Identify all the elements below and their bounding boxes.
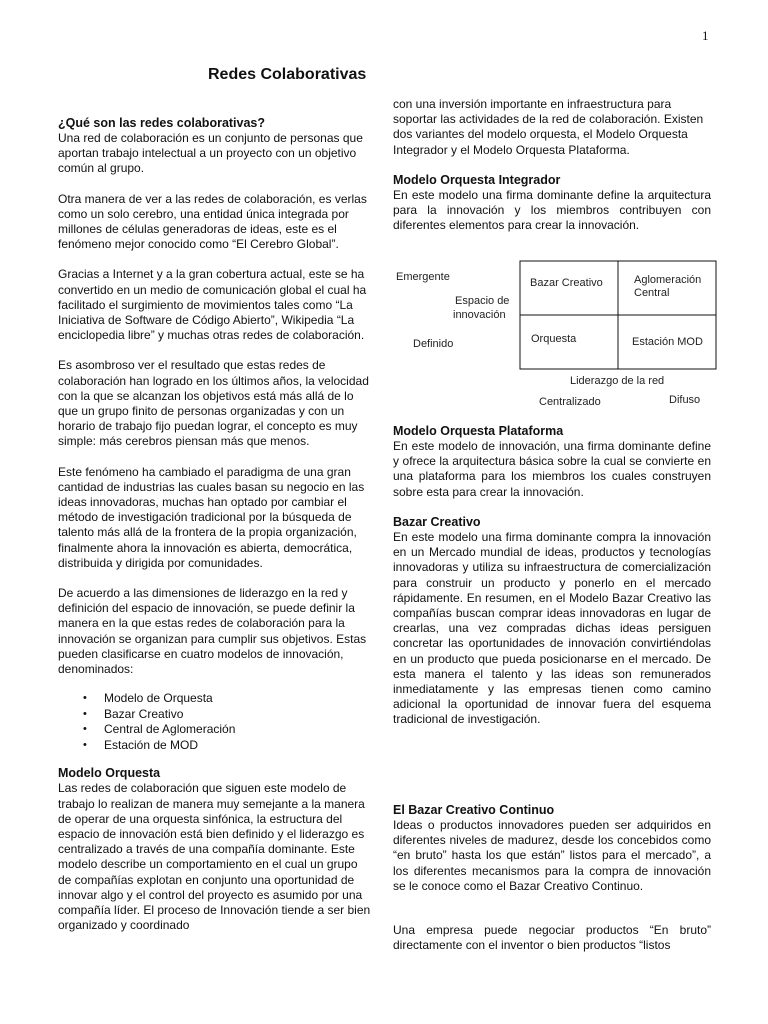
section-heading-orquesta: Modelo Orquesta	[58, 766, 161, 781]
col-label-centralizado: Centralizado	[539, 396, 601, 408]
list-item: • Modelo de Orquesta	[104, 691, 372, 707]
cell-bazar-creativo: Bazar Creativo	[530, 277, 603, 289]
page-number: 1	[702, 28, 709, 43]
col-label-difuso: Difuso	[669, 394, 701, 406]
innovation-model-diagram	[393, 256, 723, 416]
list-item: • Estación de MOD	[104, 738, 372, 754]
document-title: Redes Colaborativas	[208, 66, 367, 83]
y-axis-label-line2: innovación	[453, 309, 506, 321]
section-heading-que-son: ¿Qué son las redes colaborativas?	[58, 116, 266, 130]
cell-aglomeracion-line2: Central	[634, 287, 670, 299]
paragraph: En este modelo una firma dominante compra la innovación en un Mercado mundial de ideas, productos y tecnologías innovadoras y utiliza su infraestructura de comercialización para construir un producto y ponerlo en el mercado rápidamente. En resumen, en el Modelo Bazar Creativo las compañías buscan comprar ideas innovadoras en lugar de crearlas, una vez compradas dichas ideas persiguen concretar las oportunidades de innovación convirtiéndolas en un producto que pueda posicionarse en el mercado. De esta manera el talento y las ideas son remunerados inmediatamente y las empresas tienen como camino adicional la oportunidad de innovar fuera del esquema tradicional de investigación.	[393, 530, 711, 727]
model-list	[58, 691, 372, 753]
paragraph: Ideas o productos innovadores pueden ser adquiridos en diferentes niveles de madurez, desde los concebidos como “en bruto” hasta los que están” listos para el mercado”, a los diferentes mecanismos para la compra de innovación se le conoce como el Bazar Creativo Continuo.	[393, 818, 711, 893]
cell-estacion-mod: Estación MOD	[632, 336, 703, 348]
y-axis-label-line1: Espacio de	[455, 295, 510, 307]
paragraph: En este modelo una firma dominante define la arquitectura para la innovación y los miembros contribuyen con diferentes elementos para crear la innovación.	[393, 188, 711, 233]
paragraph: Es asombroso ver el resultado que estas redes de colaboración han logrado en los últimos años, la velocidad con la que se alcanzan los objetivos está más allá de lo que un grupo finito de personas organizadas y con un horario de trabajo fijo puedan lograr, el concepto es muy simple: más cerebros piensan más que menos.	[58, 358, 369, 449]
paragraph: con una inversión importante en infraestructura para soportar las actividades de la red de colaboración. Existen dos variantes del modelo orquesta, el Modelo Orquesta Integrador y el Modelo Orquesta Plataforma.	[393, 97, 704, 157]
section-heading-plataforma: Modelo Orquesta Plataforma	[393, 424, 564, 438]
section-plataforma	[393, 424, 711, 500]
list-item: • Central de Aglomeración	[104, 722, 372, 738]
row-label-emergente: Emergente	[396, 271, 450, 283]
paragraph: De acuerdo a las dimensiones de liderazgo en la red y definición del espacio de innovación, se puede definir la manera en la que estas redes de colaboración para la innovación se organizan para cumplir sus objetivos. Estas pueden clasificarse en cuatro modelos de innovación, denominados:	[58, 586, 367, 677]
row-label-definido: Definido	[413, 338, 454, 350]
paragraph: Una red de colaboración es un conjunto de personas que aportan trabajo intelectual a un proyecto con un objetivo común al grupo.	[58, 131, 363, 176]
section-heading-continuo: El Bazar Creativo Continuo	[393, 803, 555, 817]
section-bazar-creativo	[393, 515, 711, 728]
cell-orquesta: Orquesta	[531, 333, 577, 345]
paragraph: Otra manera de ver a las redes de colaboración, es verlas como un solo cerebro, una entidad única integrada por millones de células generadoras de ideas, este es el fenómeno mejor conocido como “El Cerebro Global”.	[58, 191, 367, 252]
paragraph: En este modelo de innovación, una firma dominante define y ofrece la arquitectura básica sobre la cual se convierte en una plataforma para los miembros los cuales construyen sobre esta para crear la innovación.	[393, 439, 711, 499]
paragraph: Las redes de colaboración que siguen este modelo de trabajo lo realizan de manera muy semejante a la manera de operar de una orquesta sinfónica, la estructura del espacio de innovación está bien definido y el liderazgo es centralizado a través de una compañía dominante. Este modelo describe un comportamiento en el cual un grupo de compañías explotan en conjunto una oportunidad de innovar algo y el control del proyecto es asumido por una compañía líder. El proceso de Innovación tiende a ser bien organizado y coordinado	[58, 781, 371, 933]
paragraph: Gracias a Internet y a la gran cobertura actual, este se ha convertido en un medio de comunicación global el cual ha facilitado el surgimiento de movimientos tales como “La Iniciativa de Software de Código Abierto”, Wikipedia “La enciclopedia libre” y muchas otras redes de colaboración.	[58, 267, 367, 343]
section-heading-bazar: Bazar Creativo	[393, 515, 481, 529]
list-item: • Bazar Creativo	[104, 707, 372, 723]
continuation-block	[393, 97, 711, 158]
section-integrador	[393, 173, 711, 234]
section-bazar-continuo	[393, 803, 711, 894]
section-heading-integrador: Modelo Orquesta Integrador	[393, 173, 561, 187]
left-column	[58, 116, 372, 933]
paragraph: Este fenómeno ha cambiado el paradigma de una gran cantidad de industrias las cuales basan su negocio en las ideas innovadoras, muchas han optado por cambiar el método de investigación tradicional por la búsqueda de talento más allá de la frontera de la propia organización, finalmente ahora la innovación es abierta, democrática, distribuida y dirigida por comunidades.	[58, 464, 365, 570]
x-axis-label: Liderazgo de la red	[570, 375, 665, 387]
paragraph: Una empresa puede negociar productos “En bruto” directamente con el inventor o bien productos “listos	[393, 923, 711, 953]
closing-block	[393, 923, 711, 953]
cell-aglomeracion-line1: Aglomeración	[634, 274, 702, 286]
